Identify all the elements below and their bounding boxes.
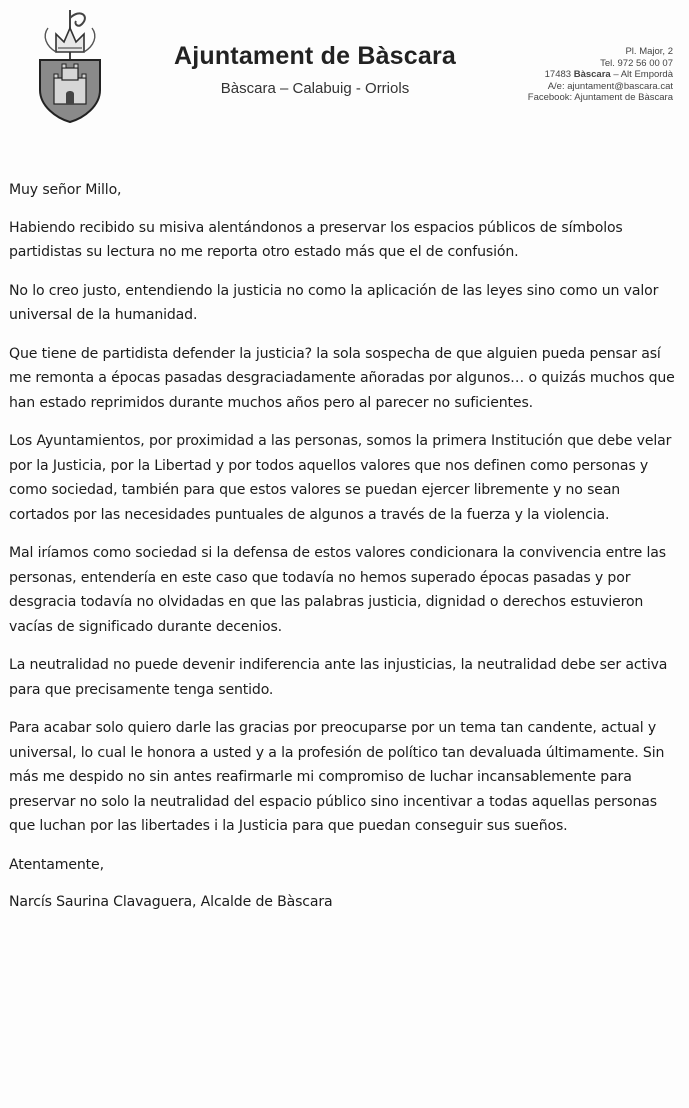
letterhead bbox=[140, 42, 490, 97]
contact-phone: Tel. 972 56 00 07 bbox=[600, 57, 673, 69]
signature: Narcís Saurina Clavaguera, Alcalde de Bàscara bbox=[9, 894, 333, 910]
paragraph-4: Los Ayuntamientos, por proximidad a las personas, somos la primera Institución que debe velar por la Justicia, por la Libertad y por todos aquellos valores que nos definen como personas y como sociedad, también para que estos valores se puedan ejercer libremente y no sean cortados por las necesidades puntuales de algunos a través de la fuerza y la violencia. bbox=[9, 433, 672, 523]
contact-email: A/e: ajuntament@bascara.cat bbox=[547, 80, 673, 92]
contact-address: Pl. Major, 2 bbox=[625, 46, 673, 57]
salutation: Muy señor Millo, bbox=[9, 182, 122, 198]
paragraph-1: Habiendo recibido su misiva alentándonos a preservar los espacios públicos de símbolos partidistas su lectura no me reporta otro estado más que el de confusión. bbox=[9, 219, 623, 260]
org-name: Ajuntament de Bàscara bbox=[173, 42, 457, 70]
org-towns: Bàscara – Calabuig - Orriols bbox=[220, 80, 410, 97]
contact-facebook: Facebook: Ajuntament de Bàscara bbox=[527, 92, 673, 103]
closing: Atentamente, bbox=[9, 856, 104, 873]
paragraph-7: Para acabar solo quiero darle las gracias por preocuparse por un tema tan candente, actual y universal, lo cual le honora a usted y a la profesión de político tan devaluada últimamente. Sin más me despido no sin antes reafirmarle mi compromiso de luchar incansablemente para preservar no solo la neutralidad del espacio público sino incentivar a todas aquellas personas que luchan por las libertades i la Justicia para que puedan conseguir sus sueños. bbox=[9, 720, 665, 834]
paragraph-2: No lo creo justo, entendiendo la justicia no como la aplicación de las leyes sino como un valor universal de la humanidad. bbox=[9, 282, 659, 323]
coat-of-arms-icon bbox=[34, 6, 106, 126]
paragraph-6: La neutralidad no puede devenir indiferencia ante las injusticias, la neutralidad debe ser activa para que precisamente tenga sentido. bbox=[9, 657, 668, 698]
contact-postal bbox=[483, 69, 673, 81]
letter-body bbox=[9, 178, 677, 929]
paragraph-3: Que tiene de partidista defender la justicia? la sola sospecha de que alguien pueda pensar así me remonta a épocas pasadas desgraciadamente añoradas por algunos… o quizás muchos que han estado reprimidos durante muchos años pero al parecer no suficientes. bbox=[9, 345, 675, 411]
contact-postal-town: Bàscara bbox=[573, 69, 611, 80]
contact-postal-region: – Alt Empordà bbox=[610, 69, 673, 80]
paragraph-5: Mal iríamos como sociedad si la defensa de estos valores condicionara la convivencia entre las personas, entendería en este caso que todavía no hemos superado épocas pasadas y por desgracia todavía no olvidadas en que las palabras justicia, dignidad o derechos estuvieron vacías de significado durante decenios. bbox=[9, 545, 666, 635]
contact-postal-code: 17483 bbox=[544, 69, 572, 80]
contact-block bbox=[483, 46, 673, 104]
